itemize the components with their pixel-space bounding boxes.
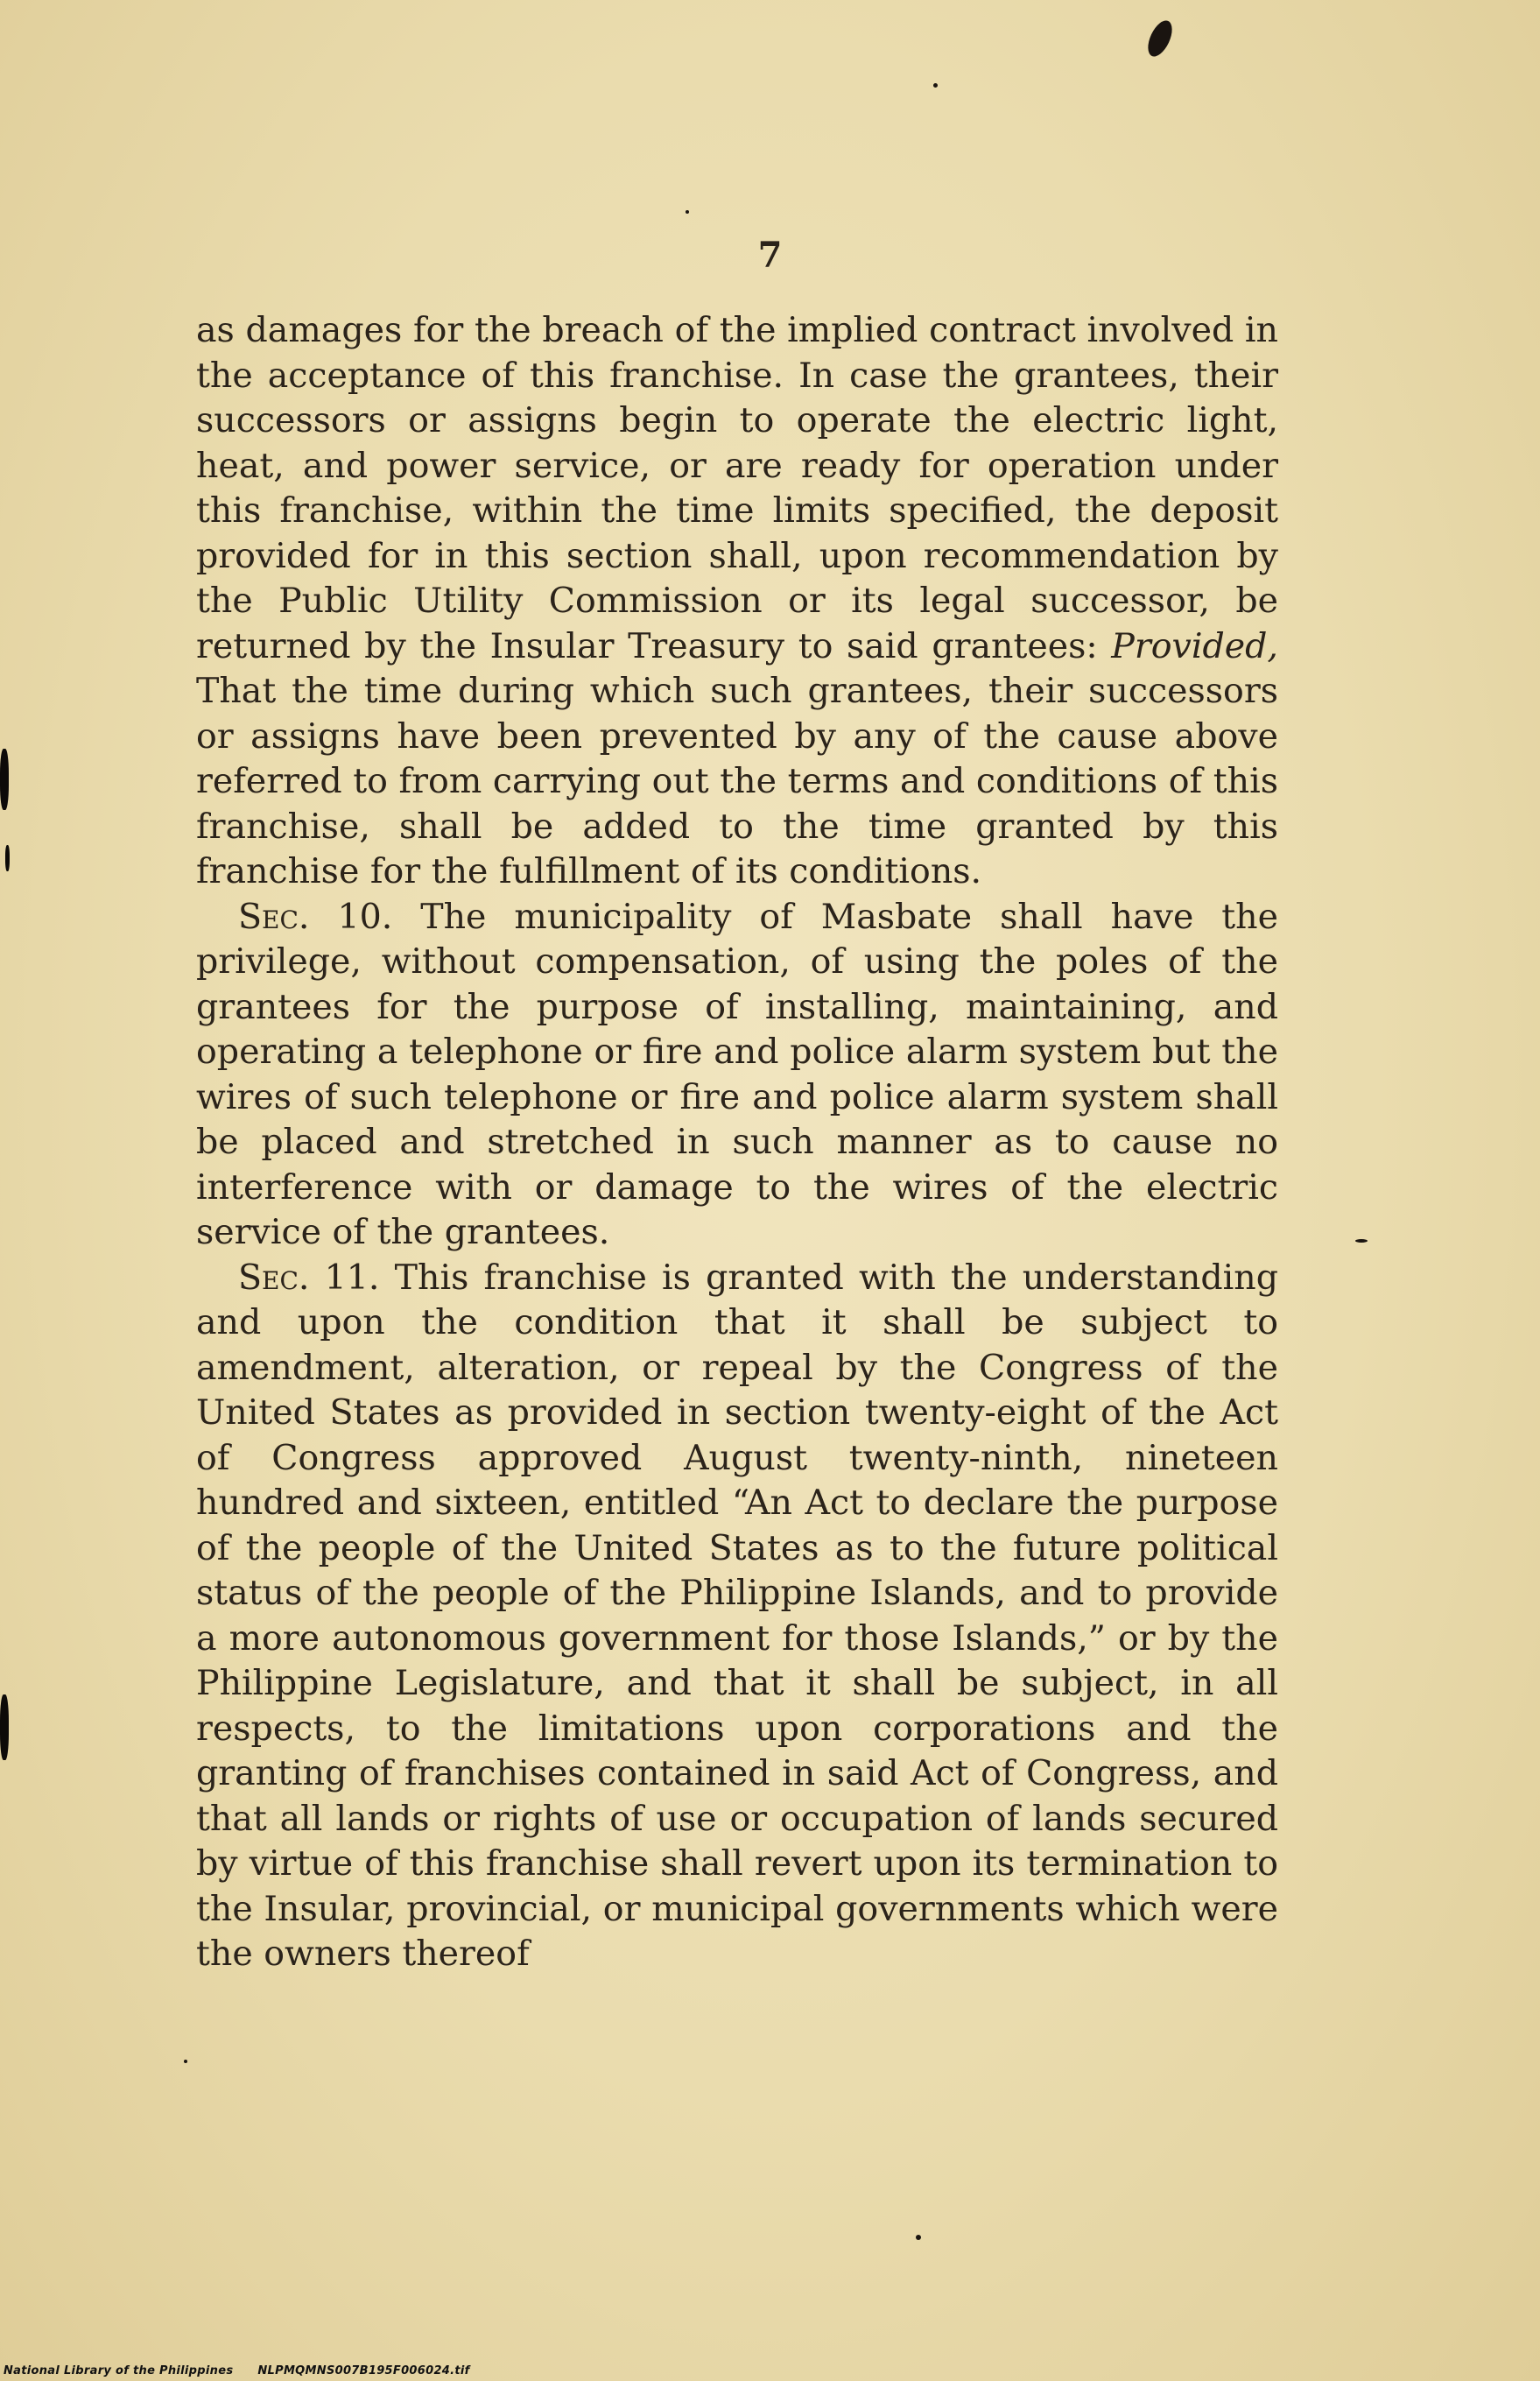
ink-speck bbox=[916, 2235, 921, 2240]
paragraph-section-10 bbox=[196, 895, 1278, 1256]
binding-hole-mark bbox=[5, 845, 10, 871]
footer-library: National Library of the Philippines bbox=[4, 2364, 234, 2377]
binding-hole-mark bbox=[0, 1694, 9, 1760]
paragraph-text: as damages for the breach of the implied contract involved in the acceptance of this franchise. In case the grantees, their successors or assigns begin to operate the electric light, heat, and power service, or are ready for operation under this franchise, within the time limits specified, the deposit provided for in this section shall, upon recommendation by the Public Utility Commission or its legal successor, be returned by the Insular Treasury to said grantees: bbox=[196, 310, 1278, 666]
paragraph-section-11 bbox=[196, 1256, 1278, 1977]
section-label: Sec. 11. bbox=[238, 1257, 380, 1298]
paragraph-text-after: That the time during which such grantees, their successors or assigns have been prevented by any of the cause above referred to from carrying out the terms and conditions of this franchise, shall be added to the time granted by this franchise for the fulfillment of its conditions. bbox=[196, 671, 1278, 891]
paragraph-continuation bbox=[196, 308, 1278, 895]
binding-hole-mark bbox=[0, 749, 9, 810]
ink-speck bbox=[933, 83, 938, 88]
ink-speck bbox=[686, 210, 689, 214]
paragraph-emphasis: Provided, bbox=[1111, 625, 1278, 666]
footer-file-id: NLPMQMNS007B195F006024.tif bbox=[257, 2364, 470, 2377]
ink-speck bbox=[1355, 1239, 1368, 1243]
scan-footer bbox=[4, 2364, 470, 2377]
section-label: Sec. 10. bbox=[238, 896, 393, 937]
ink-speck bbox=[184, 2060, 187, 2063]
page-number: 7 bbox=[757, 235, 783, 276]
body-text bbox=[196, 308, 1278, 1977]
paragraph-text: The municipality of Masbate shall have the privilege, without compensation, of using the poles of the grantees for the purpose of installing, maintaining, and operating a telephone or fire and police alarm system but the wires of such telephone or fire and police alarm system shall be placed and stretched in such manner as to cause no interference with or damage to the wires of the electric service of the grantees. bbox=[196, 896, 1278, 1252]
paragraph-text: This franchise is granted with the understanding and upon the condition that it shall be subject to amendment, alteration, or repeal by the Congress of the United States as provided in section twenty-eight of the Act of Congress approved August twenty-ninth, nineteen hundred and sixteen, entitled “An Act to declare the purpose of the people of the United States as to the future political status of the people of the Philippine Islands, and to provide a more autonomous government for those Islands,” or by the Philippine Legislature, and that it shall be subject, in all respects, to the limitations upon corporations and the granting of franchises contained in said Act of Congress, and that all lands or rights of use or occupation of lands secured by virtue of this franchise shall revert upon its termination to the Insular, provincial, or municipal governments which were the owners thereof bbox=[196, 1257, 1278, 1974]
ink-blot bbox=[1143, 17, 1178, 60]
